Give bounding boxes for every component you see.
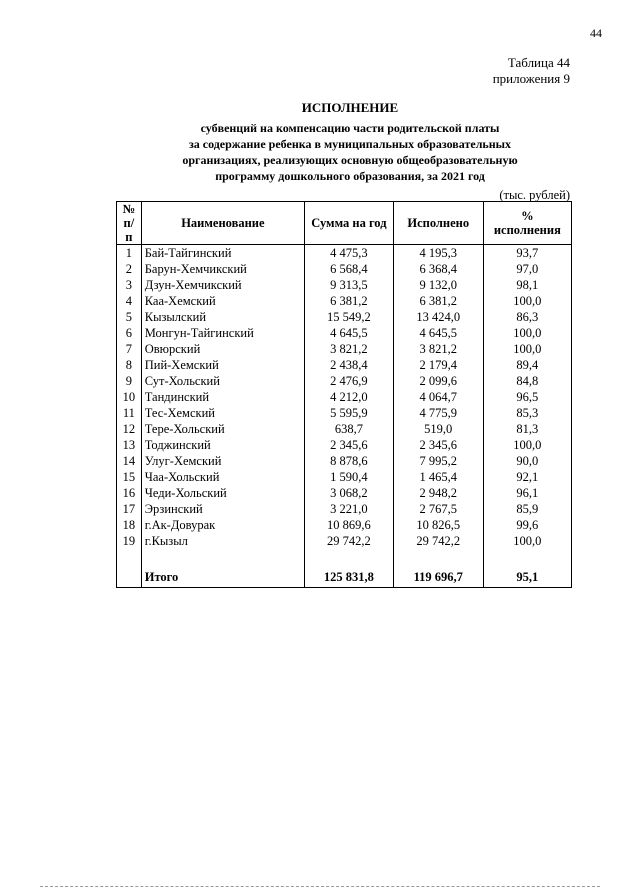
- row-executed: 4 064,7: [393, 389, 483, 405]
- spacer-cell: [305, 549, 394, 567]
- row-executed: 13 424,0: [393, 309, 483, 325]
- header-number-line2: п/п: [123, 216, 135, 244]
- row-percent: 100,0: [483, 437, 571, 453]
- row-executed: 519,0: [393, 421, 483, 437]
- table-row: [117, 437, 572, 453]
- row-name: Барун-Хемчикский: [141, 261, 304, 277]
- header-percent: % исполнения: [483, 202, 571, 245]
- header-number-line1: №: [122, 202, 136, 216]
- row-amount: 8 878,6: [305, 453, 394, 469]
- table-row: [117, 309, 572, 325]
- row-amount: 638,7: [305, 421, 394, 437]
- spacer-cell: [141, 549, 304, 567]
- table-row: [117, 517, 572, 533]
- row-name: г.Ак-Довурак: [141, 517, 304, 533]
- row-name: г.Кызыл: [141, 533, 304, 549]
- row-amount: 29 742,2: [305, 533, 394, 549]
- subtitle-line: за содержание ребенка в муниципальных образовательных: [188, 137, 512, 151]
- total-amount: 125 831,8: [305, 567, 394, 588]
- row-amount: 2 345,6: [305, 437, 394, 453]
- table-row: [117, 533, 572, 549]
- row-percent: 89,4: [483, 357, 571, 373]
- row-percent: 86,3: [483, 309, 571, 325]
- spacer-cell: [117, 549, 142, 567]
- row-percent: 100,0: [483, 293, 571, 309]
- row-executed: 6 368,4: [393, 261, 483, 277]
- table-ref-line1: Таблица 44: [507, 55, 570, 70]
- row-number: 14: [117, 453, 142, 469]
- row-number: 5: [117, 309, 142, 325]
- row-number: 3: [117, 277, 142, 293]
- subtitle-line: субвенций на компенсацию части родительской платы: [200, 121, 500, 135]
- row-executed: 3 821,2: [393, 341, 483, 357]
- header-amount: Сумма на год: [305, 202, 394, 245]
- row-percent: 96,5: [483, 389, 571, 405]
- row-name: Чаа-Хольский: [141, 469, 304, 485]
- row-percent: 100,0: [483, 533, 571, 549]
- table-reference: [493, 55, 570, 87]
- table-row: [117, 405, 572, 421]
- row-percent: 85,3: [483, 405, 571, 421]
- row-executed: 4 645,5: [393, 325, 483, 341]
- row-amount: 4 645,5: [305, 325, 394, 341]
- table-row: [117, 485, 572, 501]
- row-amount: 4 212,0: [305, 389, 394, 405]
- row-amount: 1 590,4: [305, 469, 394, 485]
- document-subtitle: [0, 120, 640, 184]
- row-name: Каа-Хемский: [141, 293, 304, 309]
- row-percent: 81,3: [483, 421, 571, 437]
- header-number: [117, 202, 142, 245]
- row-percent: 92,1: [483, 469, 571, 485]
- row-name: Дзун-Хемчикский: [141, 277, 304, 293]
- table-row: [117, 357, 572, 373]
- table-row: [117, 469, 572, 485]
- row-name: Тандинский: [141, 389, 304, 405]
- row-number: 11: [117, 405, 142, 421]
- document-title: ИСПОЛНЕНИЕ: [301, 100, 399, 115]
- row-executed: 4 775,9: [393, 405, 483, 421]
- row-executed: 29 742,2: [393, 533, 483, 549]
- row-name: Тере-Хольский: [141, 421, 304, 437]
- row-executed: 2 948,2: [393, 485, 483, 501]
- table-row: [117, 277, 572, 293]
- table-row: [117, 245, 572, 262]
- row-executed: 6 381,2: [393, 293, 483, 309]
- table-total-row: [117, 567, 572, 588]
- spacer-cell: [393, 549, 483, 567]
- total-number-cell: [117, 567, 142, 588]
- row-percent: 90,0: [483, 453, 571, 469]
- subtitle-line: организациях, реализующих основную общеобразовательную: [182, 153, 518, 167]
- row-percent: 99,6: [483, 517, 571, 533]
- table-header-row: [117, 202, 572, 245]
- row-executed: 4 195,3: [393, 245, 483, 262]
- row-amount: 3 821,2: [305, 341, 394, 357]
- table-row: [117, 341, 572, 357]
- table-row: [117, 501, 572, 517]
- row-name: Эрзинский: [141, 501, 304, 517]
- row-number: 9: [117, 373, 142, 389]
- row-amount: 4 475,3: [305, 245, 394, 262]
- row-name: Пий-Хемский: [141, 357, 304, 373]
- row-number: 16: [117, 485, 142, 501]
- table-row: [117, 261, 572, 277]
- row-executed: 9 132,0: [393, 277, 483, 293]
- row-amount: 2 476,9: [305, 373, 394, 389]
- row-executed: 2 345,6: [393, 437, 483, 453]
- header-executed: Исполнено: [393, 202, 483, 245]
- row-number: 15: [117, 469, 142, 485]
- row-amount: 9 313,5: [305, 277, 394, 293]
- row-number: 18: [117, 517, 142, 533]
- row-percent: 100,0: [483, 325, 571, 341]
- row-name: Улуг-Хемский: [141, 453, 304, 469]
- row-name: Бай-Тайгинский: [141, 245, 304, 262]
- row-number: 13: [117, 437, 142, 453]
- row-name: Кызылский: [141, 309, 304, 325]
- row-amount: 3 068,2: [305, 485, 394, 501]
- table-row: [117, 453, 572, 469]
- row-name: Овюрский: [141, 341, 304, 357]
- row-executed: 2 767,5: [393, 501, 483, 517]
- row-percent: 84,8: [483, 373, 571, 389]
- row-amount: 6 568,4: [305, 261, 394, 277]
- row-name: Сут-Хольский: [141, 373, 304, 389]
- row-executed: 2 179,4: [393, 357, 483, 373]
- row-number: 2: [117, 261, 142, 277]
- row-executed: 2 099,6: [393, 373, 483, 389]
- table-spacer-row: [117, 549, 572, 567]
- table-body: [117, 245, 572, 588]
- table-row: [117, 389, 572, 405]
- table-row: [117, 325, 572, 341]
- table-row: [117, 293, 572, 309]
- row-number: 10: [117, 389, 142, 405]
- row-amount: 5 595,9: [305, 405, 394, 421]
- row-percent: 96,1: [483, 485, 571, 501]
- header-name: Наименование: [141, 202, 304, 245]
- execution-table: [116, 201, 572, 588]
- page-number: 44: [590, 26, 602, 40]
- table-row: [117, 421, 572, 437]
- total-label: Итого: [141, 567, 304, 588]
- row-name: Чеди-Хольский: [141, 485, 304, 501]
- row-name: Монгун-Тайгинский: [141, 325, 304, 341]
- row-number: 19: [117, 533, 142, 549]
- table-ref-line2: приложения 9: [492, 71, 570, 86]
- row-amount: 2 438,4: [305, 357, 394, 373]
- row-number: 7: [117, 341, 142, 357]
- row-percent: 98,1: [483, 277, 571, 293]
- subtitle-line: программу дошкольного образования, за 2021 год: [215, 169, 485, 183]
- row-name: Тоджинский: [141, 437, 304, 453]
- row-number: 12: [117, 421, 142, 437]
- row-amount: 6 381,2: [305, 293, 394, 309]
- total-executed: 119 696,7: [393, 567, 483, 588]
- spacer-cell: [483, 549, 571, 567]
- units-label: (тыс. рублей): [499, 188, 570, 202]
- total-percent: 95,1: [483, 567, 571, 588]
- row-amount: 3 221,0: [305, 501, 394, 517]
- footer-divider: [40, 886, 600, 887]
- row-number: 6: [117, 325, 142, 341]
- row-executed: 1 465,4: [393, 469, 483, 485]
- row-amount: 15 549,2: [305, 309, 394, 325]
- row-number: 17: [117, 501, 142, 517]
- row-percent: 97,0: [483, 261, 571, 277]
- row-number: 1: [117, 245, 142, 262]
- row-number: 4: [117, 293, 142, 309]
- row-number: 8: [117, 357, 142, 373]
- row-amount: 10 869,6: [305, 517, 394, 533]
- row-name: Тес-Хемский: [141, 405, 304, 421]
- row-executed: 10 826,5: [393, 517, 483, 533]
- row-percent: 93,7: [483, 245, 571, 262]
- row-executed: 7 995,2: [393, 453, 483, 469]
- row-percent: 85,9: [483, 501, 571, 517]
- row-percent: 100,0: [483, 341, 571, 357]
- table-row: [117, 373, 572, 389]
